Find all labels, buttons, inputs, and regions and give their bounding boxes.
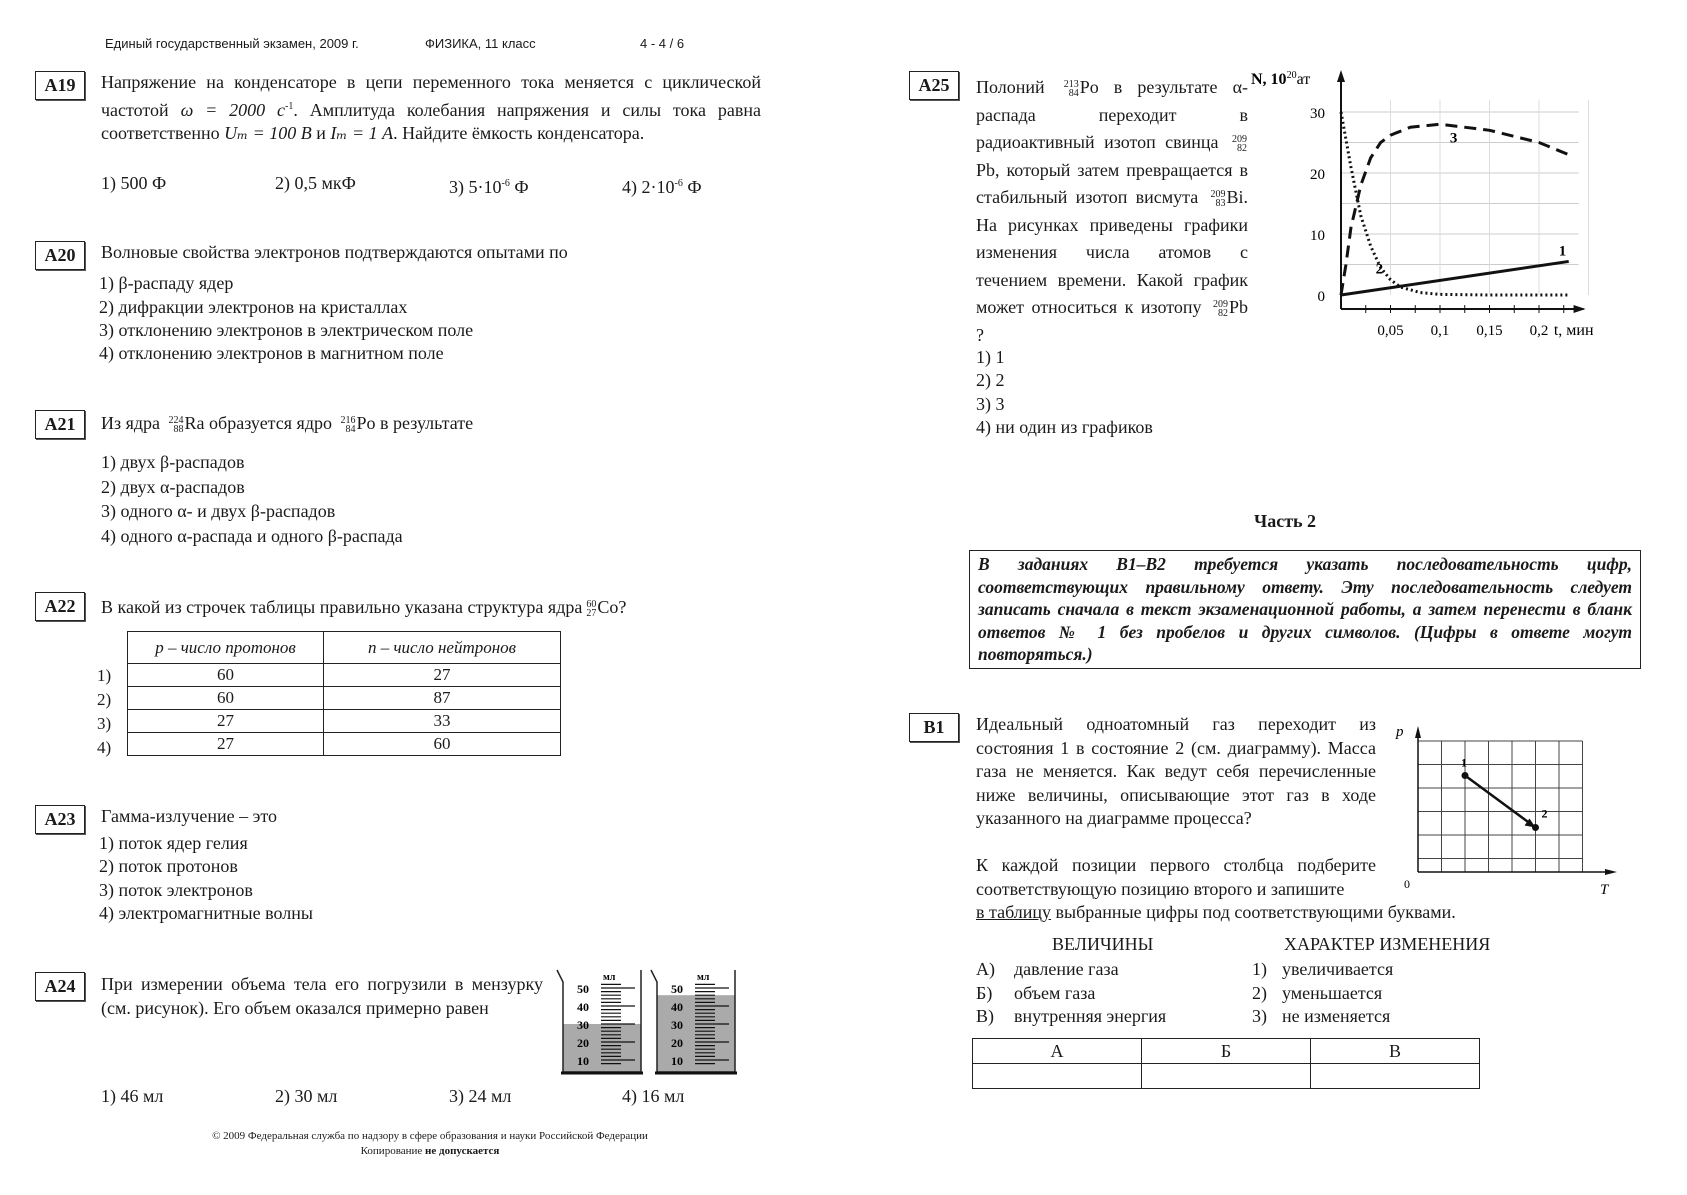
question-label-b1: B1 <box>909 713 959 742</box>
z: 82 <box>1237 142 1247 154</box>
sym: Po <box>356 413 376 433</box>
t: в результате <box>380 413 474 433</box>
t: К каждой позиции первого столбца подберите соответствующую позицию второго и запишите <box>976 855 1376 899</box>
answer-header-a: А <box>973 1039 1142 1064</box>
b1-col2-header: ХАРАКТЕР ИЗМЕНЕНИЯ <box>1284 934 1491 954</box>
answer-header-v: В <box>1311 1039 1480 1064</box>
series-label-1: 1 <box>1558 243 1567 260</box>
x-axis-arrow <box>1574 305 1586 313</box>
question-b1-text: Идеальный одноатомный газ переходит из состояния 1 в состояние 2 (см. диаграмму). Масса газа не меняется. Как ведут себя перечисленные ниже величины, описывающие этот газ в ходе указанного на диаграмме процесса? <box>976 714 1376 828</box>
list-item <box>976 982 1166 1006</box>
k: В) <box>976 1006 994 1026</box>
a24-option-1[interactable]: 1) 46 мл <box>101 1086 164 1106</box>
cell-p: 60 <box>128 687 324 710</box>
question-label-a19: A19 <box>35 71 85 100</box>
question-a23-text: Гамма-излучение – это <box>101 806 277 826</box>
answer-cell-v[interactable] <box>1311 1064 1480 1089</box>
row-num: 1) <box>97 666 112 685</box>
u: Ф <box>682 177 702 197</box>
a: 209 <box>1210 188 1226 200</box>
a19-option-3[interactable] <box>449 172 529 200</box>
z: 27 <box>586 607 597 619</box>
t: Po в результате <box>1079 77 1218 97</box>
header-page: 4 - 4 / 6 <box>640 36 685 51</box>
k: 3) <box>1252 1006 1267 1026</box>
header-exam: Единый государственный экзамен, 2009 г. <box>105 36 359 51</box>
table-row <box>128 664 561 687</box>
scale-label: 20 <box>671 1036 683 1050</box>
row-num: 4) <box>97 738 112 757</box>
cell-p: 27 <box>128 710 324 733</box>
col-header-n: n – число нейтронов <box>324 632 561 664</box>
series-label-2: 2 <box>1375 261 1384 278</box>
a23-option-2[interactable]: 2) поток протонов <box>99 856 238 876</box>
z: 88 <box>173 423 184 435</box>
a: 216 <box>340 414 356 426</box>
v: объем газа <box>1014 982 1096 1003</box>
text: и <box>311 123 331 143</box>
a22-table <box>127 631 561 756</box>
part2-instruction: В заданиях В1–В2 требуется указать последовательность цифр, соответствующих правильному ответу. Эту последовательность следует записать сначала в текст экзаменационной работы, а затем перенести в бланк ответов № 1 без пробелов и других символов. (Цифры в ответе могут повторяться.) <box>969 550 1641 669</box>
beaker-after-unit: мл <box>697 972 710 983</box>
omega: ω = 2000 с <box>180 99 285 120</box>
a: 209 <box>1212 298 1228 310</box>
a20-option-4[interactable]: 4) отклонению электронов в магнитном поле <box>99 343 444 363</box>
question-label-a22: A22 <box>35 592 85 621</box>
question-a19-text <box>101 71 761 146</box>
a20-option-2[interactable]: 2) дифракции электронов на кристаллах <box>99 297 408 317</box>
a24-option-4[interactable]: 4) 16 мл <box>622 1086 685 1106</box>
po-nuclide <box>340 416 355 434</box>
text: . Найдите ёмкость конденсатора. <box>393 123 645 143</box>
y-tick-label: 0 <box>1317 289 1325 305</box>
t: 4) 2·10 <box>622 177 675 197</box>
x-tick-label: 0,05 <box>1377 323 1404 339</box>
t: Копирование <box>360 1145 426 1157</box>
y-tick-label: 20 <box>1310 167 1325 183</box>
a: 213 <box>1063 78 1079 90</box>
sym: Ra <box>184 413 205 433</box>
scale-label: 40 <box>671 1000 683 1014</box>
scale-label: 50 <box>671 982 683 996</box>
im: Iₘ = 1 А <box>330 123 394 143</box>
t-axis-arrow <box>1605 869 1617 875</box>
a25-option-3[interactable]: 3) 3 <box>976 394 1005 414</box>
list-item <box>976 1005 1166 1029</box>
z: 82 <box>1217 307 1228 319</box>
v: не изменяется <box>1282 1006 1391 1026</box>
footer-copyright: © 2009 Федеральная служба по надзору в сфере образования и науки Российской Федерации <box>212 1130 648 1142</box>
footer-copy-notice <box>130 1145 730 1157</box>
po-nuclide <box>1064 80 1079 98</box>
u: Ф <box>509 177 529 197</box>
cell-n: 27 <box>324 664 561 687</box>
question-label-a20: A20 <box>35 241 85 270</box>
k: А) <box>976 959 995 979</box>
k: Б) <box>976 982 993 1003</box>
x-axis-label: t, мин <box>1553 322 1594 339</box>
ra-nuclide <box>169 416 184 434</box>
question-label-a23: A23 <box>35 805 85 834</box>
y-tick-label: 10 <box>1310 228 1325 244</box>
v: увеличивается <box>1282 959 1394 979</box>
a24-option-3[interactable]: 3) 24 мл <box>449 1086 512 1106</box>
table-row <box>128 733 561 756</box>
a: 224 <box>168 414 184 426</box>
y-axis-arrow <box>1337 70 1345 82</box>
t: Pb ? <box>976 297 1248 345</box>
cell-p: 60 <box>128 664 324 687</box>
t: α-распада переходит в радиоактивный изотоп свинца <box>976 77 1249 152</box>
table-row <box>128 687 561 710</box>
a21-option-4[interactable]: 4) одного α-распада и одного β-распада <box>101 526 403 546</box>
x-tick-label: 0,1 <box>1430 323 1450 339</box>
x-tick-label: 0,2 <box>1529 323 1549 339</box>
list-item <box>1252 958 1393 982</box>
a20-option-3[interactable]: 3) отклонению электронов в электрическом поле <box>99 320 474 340</box>
z: 84 <box>345 423 356 435</box>
a22-row-numbers <box>97 664 111 760</box>
x-tick-label: 0,15 <box>1476 323 1503 339</box>
z: 84 <box>1068 87 1079 99</box>
text: . Амплитуда колебания напряжения и силы тока равна соответственно <box>101 99 761 143</box>
state-1-point <box>1462 772 1469 779</box>
t: образуется ядро <box>209 413 332 433</box>
scale-label: 30 <box>671 1018 683 1032</box>
b1-pt-diagram <box>1390 720 1630 900</box>
b1-col1-header: ВЕЛИЧИНЫ <box>1052 934 1154 954</box>
scale-label: 30 <box>577 1018 589 1032</box>
a19-option-2[interactable]: 2) 0,5 мкФ <box>275 173 356 193</box>
pb-nuclide <box>1213 300 1228 318</box>
exp: -6 <box>674 178 683 189</box>
v: уменьшается <box>1282 982 1383 1003</box>
question-label-a24: A24 <box>35 972 85 1001</box>
um: Uₘ = 100 В <box>224 123 312 143</box>
sym: Co? <box>597 597 627 617</box>
scale-label: 10 <box>671 1054 683 1068</box>
t: В какой из строчек таблицы правильно указана структура ядра <box>101 597 583 617</box>
state-2-point <box>1532 824 1539 831</box>
t: в таблицу <box>976 902 1052 922</box>
scale-label: 40 <box>577 1000 589 1014</box>
question-label-a21: A21 <box>35 410 85 439</box>
answer-header-b: Б <box>1142 1039 1311 1064</box>
k: 2) <box>1252 982 1267 1003</box>
answer-cell-b[interactable] <box>1142 1064 1311 1089</box>
scale-label: 20 <box>577 1036 589 1050</box>
header-subject: ФИЗИКА, 11 класс <box>425 36 536 51</box>
cell-n: 87 <box>324 687 561 710</box>
y-tick-label: 30 <box>1310 106 1325 122</box>
t: 3) 5·10 <box>449 177 502 197</box>
a21-option-3[interactable]: 3) одного α- и двух β-распадов <box>101 501 336 521</box>
col-header-p: p – число протонов <box>128 632 324 664</box>
question-a20-text: Волновые свойства электронов подтверждаются опытами по <box>101 242 568 262</box>
a21-option-1[interactable]: 1) двух β-распадов <box>101 452 245 472</box>
t-axis-label: T <box>1600 882 1609 898</box>
exp: -6 <box>501 178 510 189</box>
pb-nuclide <box>1232 135 1247 153</box>
t: Pb, который затем превращается в стабильный изотоп висмута <box>976 159 1248 207</box>
state-1-label: 1 <box>1461 755 1467 770</box>
scale-label: 50 <box>577 982 589 996</box>
question-a22-text <box>101 596 626 620</box>
list-item <box>1252 1005 1393 1029</box>
a25-option-2[interactable]: 2) 2 <box>976 370 1005 390</box>
answer-cell-a[interactable] <box>973 1064 1142 1089</box>
scale-label: 10 <box>577 1054 589 1068</box>
series-label-3: 3 <box>1449 130 1458 147</box>
exp: -1 <box>285 100 294 112</box>
origin-label: 0 <box>1404 877 1410 891</box>
a25-option-4[interactable]: 4) ни один из графиков <box>976 417 1153 437</box>
a: 60 <box>586 598 597 610</box>
a25-chart <box>1250 62 1687 352</box>
cell-n: 33 <box>324 710 561 733</box>
row-num: 2) <box>97 690 112 709</box>
process-line <box>1465 776 1532 825</box>
a21-option-2[interactable]: 2) двух α-распадов <box>101 477 245 497</box>
text: Напряжение на конденсаторе в цепи переменного тока меняется с циклической частотой <box>101 72 761 120</box>
a19-option-4[interactable] <box>622 172 702 200</box>
t: не допускается <box>425 1145 500 1157</box>
question-a24-text: При измерении объема тела его погрузили в мензурку (см. рисунок). Его объем оказался примерно равен <box>101 974 543 1018</box>
cell-n: 60 <box>324 733 561 756</box>
table-row <box>128 710 561 733</box>
question-b1-instr-end <box>976 901 1456 925</box>
b1-changes <box>1252 958 1393 1029</box>
a23-option-4[interactable]: 4) электромагнитные волны <box>99 903 313 923</box>
bi-nuclide <box>1211 190 1226 208</box>
t: Полоний <box>976 77 1045 97</box>
a24-option-2[interactable]: 2) 30 мл <box>275 1086 338 1106</box>
t: Из ядра <box>101 413 161 433</box>
a20-option-1[interactable]: 1) β-распаду ядер <box>99 273 234 293</box>
question-a25-text <box>976 74 1248 349</box>
a19-option-1[interactable]: 1) 500 Ф <box>101 173 167 193</box>
co-nuclide <box>586 600 596 618</box>
list-item <box>1252 982 1393 1006</box>
v: давление газа <box>1014 959 1119 979</box>
k: 1) <box>1252 959 1267 979</box>
b1-quantities <box>976 958 1166 1029</box>
z: 83 <box>1215 197 1226 209</box>
a23-option-1[interactable]: 1) поток ядер гелия <box>99 833 248 853</box>
v: внутренняя энергия <box>1014 1006 1167 1026</box>
question-label-a25: A25 <box>909 71 959 100</box>
cell-p: 27 <box>128 733 324 756</box>
beaker-before-unit: мл <box>603 972 616 983</box>
a: 209 <box>1232 133 1247 145</box>
state-2-label: 2 <box>1541 806 1548 821</box>
a25-option-1[interactable]: 1) 1 <box>976 347 1005 367</box>
part2-title: Часть 2 <box>1254 511 1317 531</box>
t: выбранные цифры под соответствующими буквами. <box>1051 902 1456 922</box>
beakers-figure <box>555 962 745 1082</box>
p-axis-arrow <box>1415 726 1421 738</box>
question-a21-text <box>101 412 473 436</box>
b1-answer-table <box>972 1038 1480 1089</box>
a23-option-3[interactable]: 3) поток электронов <box>99 880 253 900</box>
list-item <box>976 958 1166 982</box>
t: Bi. На рисунках приведены графики изменения числа атомов с течением времени. Какой график может относиться к изотопу <box>976 187 1249 317</box>
question-b1-instr <box>976 854 1376 901</box>
p-axis-label: p <box>1396 724 1404 740</box>
y-axis-label: N, $10^{20}ат$ <box>1251 70 1311 88</box>
row-num: 3) <box>97 714 112 733</box>
